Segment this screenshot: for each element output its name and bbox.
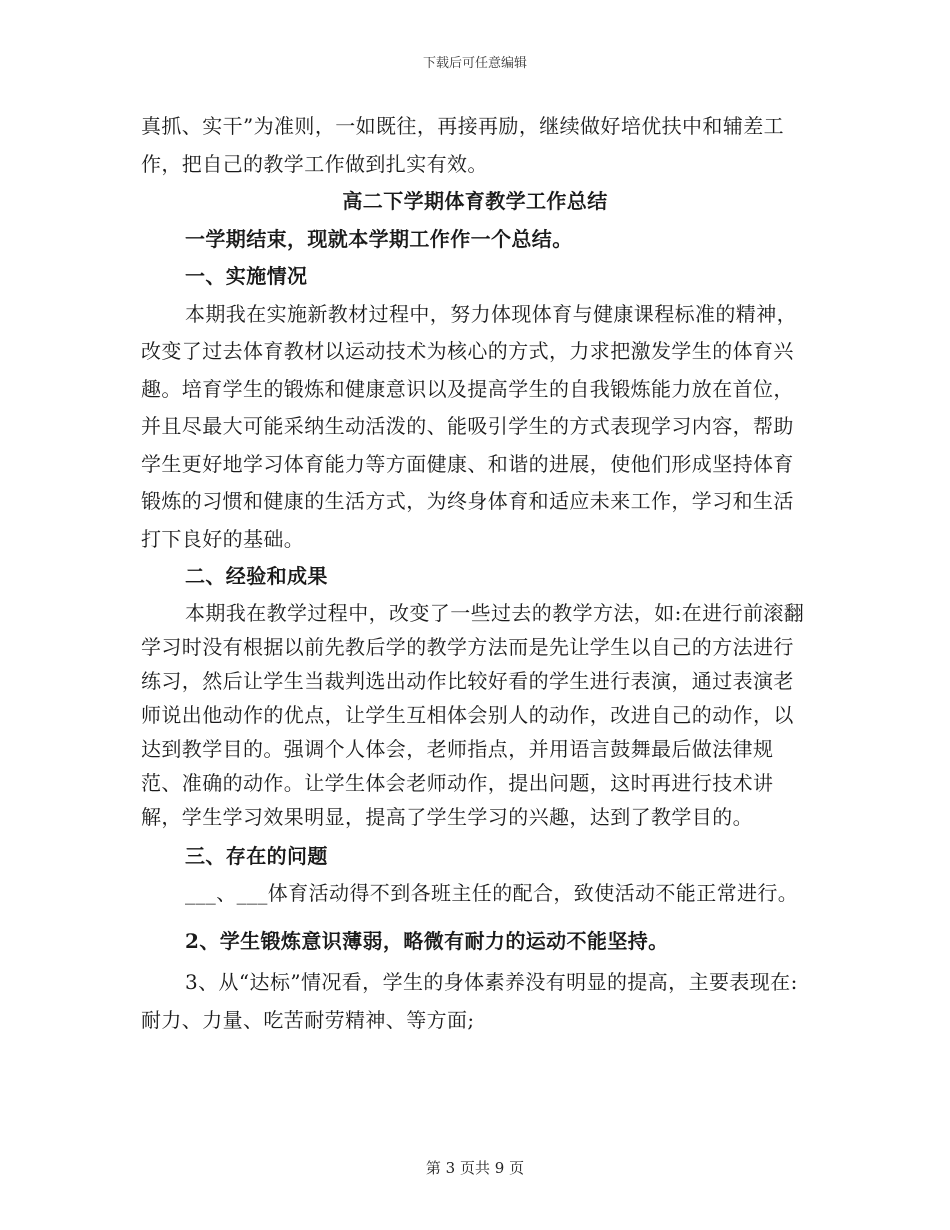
section-heading-problems: 三、存在的问题 [185, 843, 328, 868]
continuation-paragraph: 真抓、实干”为准则，一如既往，再接再励，继续做好培优扶中和辅差工作，把自己的教学工作做到扎实有效。 [141, 114, 785, 176]
intro-line: 一学期结束，现就本学期工作作一个总结。 [185, 226, 573, 251]
problem-item-2: 2、学生锻炼意识薄弱，略微有耐力的运动不能坚持。 [185, 928, 669, 953]
document-title: 高二下学期体育教学工作总结 [342, 189, 608, 213]
page-footer: 第 3 页共 9 页 [425, 1159, 525, 1177]
problem-item-1: ___、___体育活动得不到各班主任的配合，致使活动不能正常进行。 [185, 881, 799, 905]
problem-item-3: 3、从“达标”情况看，学生的身体素养没有明显的提高，主要表现在:耐力、力量、吃苦耐劳精神、等方面; [141, 970, 798, 1032]
section-heading-implementation: 一、实施情况 [185, 264, 308, 288]
section-heading-experience: 二、经验和成果 [185, 564, 328, 588]
document-body [141, 108, 809, 1039]
section-body-implementation: 本期我在实施新教材过程中，努力体现体育与健康课程标准的精神，改变了过去体育教材以运动技术为核心的方式，力求把激发学生的体育兴趣。培育学生的锻炼和健康意识以及提高学生的自我锻炼能力放在首位，并且尽最大可能采纳生动活泼的、能吸引学生的方式表现学习内容，帮助学生更好地学习体育能力等方面健康、和谐的进展，使他们形成坚持体育锻炼的习惯和健康的生活方式，为终身体育和适应未来工作，学习和生活打下良好的基础。 [141, 301, 797, 551]
section-body-experience: 本期我在教学过程中，改变了一些过去的教学方法，如:在进行前滚翻学习时没有根据以前先教后学的教学方法而是先让学生以自己的方法进行练习，然后让学生当裁判选出动作比较好看的学生进行表演，通过表演老师说出他动作的优点，让学生互相体会别人的动作，改进自己的动作，以达到教学目的。强调个人体会，老师指点，并用语言鼓舞最后做法律规范、准确的动作。让学生体会老师动作，提出问题，这时再进行技术讲解，学生学习效果明显，提高了学生学习的兴趣，达到了教学目的。 [141, 600, 805, 829]
page-header: 下载后可任意编辑 [422, 56, 527, 71]
